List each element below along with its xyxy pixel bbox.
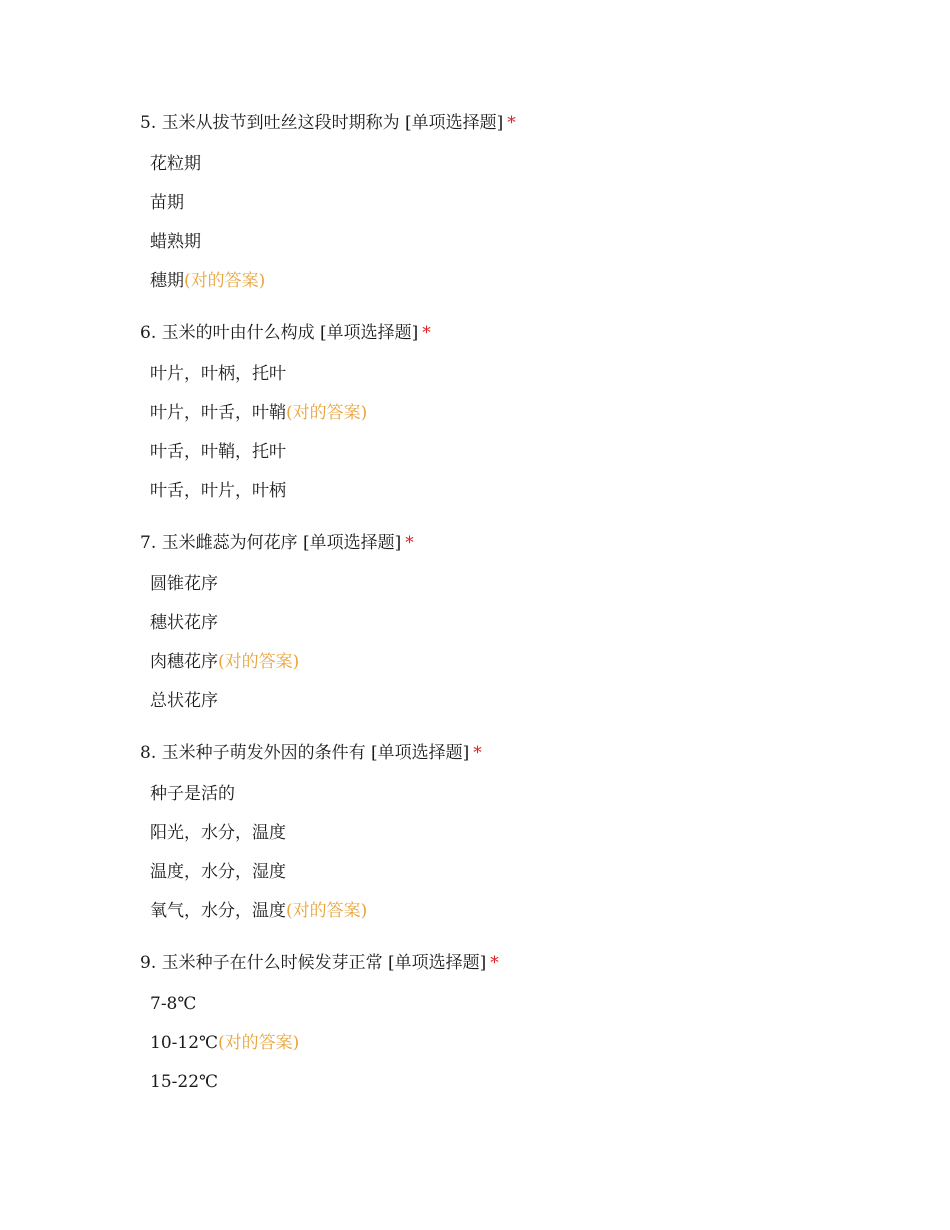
- option-item[interactable]: [150, 192, 900, 214]
- question-5: [140, 112, 900, 292]
- option-text: 叶舌，叶鞘，托叶: [150, 442, 286, 462]
- option-item[interactable]: [150, 861, 900, 883]
- correct-answer-mark: (对的答案): [184, 271, 266, 291]
- option-item[interactable]: [150, 690, 900, 712]
- option-item[interactable]: [150, 480, 900, 502]
- option-item[interactable]: [150, 822, 900, 844]
- option-item[interactable]: [150, 363, 900, 385]
- option-item-correct[interactable]: [150, 900, 900, 922]
- option-list: [140, 573, 900, 712]
- correct-answer-mark: (对的答案): [286, 403, 368, 423]
- question-6: [140, 322, 900, 502]
- question-title: [140, 952, 900, 974]
- option-item[interactable]: [150, 1071, 900, 1093]
- required-asterisk: *: [473, 743, 482, 763]
- option-item[interactable]: [150, 573, 900, 595]
- option-item[interactable]: [150, 231, 900, 253]
- question-title-text: 8. 玉米种子萌发外因的条件有 [单项选择题]: [140, 743, 470, 763]
- option-text: 穗期: [150, 271, 184, 291]
- correct-answer-mark: (对的答案): [218, 1033, 300, 1053]
- option-text: 阳光，水分，温度: [150, 823, 286, 843]
- option-text: 花粒期: [150, 154, 201, 174]
- option-text: 氧气，水分，温度: [150, 901, 286, 921]
- question-title: [140, 742, 900, 764]
- option-list: [140, 363, 900, 502]
- option-text: 叶舌，叶片，叶柄: [150, 481, 286, 501]
- option-item[interactable]: [150, 441, 900, 463]
- option-item-correct[interactable]: [150, 1032, 900, 1054]
- option-text: 叶片，叶柄，托叶: [150, 364, 286, 384]
- required-asterisk: *: [490, 953, 499, 973]
- question-title-text: 5. 玉米从拔节到吐丝这段时期称为 [单项选择题]: [140, 113, 504, 133]
- option-text: 穗状花序: [150, 613, 218, 633]
- option-text: 叶片，叶舌，叶鞘: [150, 403, 286, 423]
- required-asterisk: *: [405, 533, 414, 553]
- question-8: [140, 742, 900, 922]
- option-item[interactable]: [150, 612, 900, 634]
- correct-answer-mark: (对的答案): [218, 652, 300, 672]
- question-title: [140, 322, 900, 344]
- option-text: 温度，水分，湿度: [150, 862, 286, 882]
- option-item[interactable]: [150, 153, 900, 175]
- option-text: 种子是活的: [150, 784, 235, 804]
- question-title: [140, 532, 900, 554]
- option-text: 15-22℃: [150, 1072, 219, 1092]
- question-title-text: 7. 玉米雌蕊为何花序 [单项选择题]: [140, 533, 402, 553]
- option-list: [140, 783, 900, 922]
- option-text: 总状花序: [150, 691, 218, 711]
- option-item[interactable]: [150, 993, 900, 1015]
- option-item-correct[interactable]: [150, 402, 900, 424]
- option-item[interactable]: [150, 783, 900, 805]
- question-7: [140, 532, 900, 712]
- option-list: [140, 993, 900, 1093]
- correct-answer-mark: (对的答案): [286, 901, 368, 921]
- option-text: 苗期: [150, 193, 184, 213]
- option-item-correct[interactable]: [150, 651, 900, 673]
- option-item-correct[interactable]: [150, 270, 900, 292]
- question-9: [140, 952, 900, 1093]
- option-text: 肉穗花序: [150, 652, 218, 672]
- option-text: 蜡熟期: [150, 232, 201, 252]
- option-text: 7-8℃: [150, 994, 197, 1014]
- question-title-text: 9. 玉米种子在什么时候发芽正常 [单项选择题]: [140, 953, 487, 973]
- required-asterisk: *: [422, 323, 431, 343]
- option-text: 10-12℃: [150, 1033, 219, 1053]
- question-title: [140, 112, 900, 134]
- question-title-text: 6. 玉米的叶由什么构成 [单项选择题]: [140, 323, 419, 343]
- option-list: [140, 153, 900, 292]
- option-text: 圆锥花序: [150, 574, 218, 594]
- required-asterisk: *: [507, 113, 516, 133]
